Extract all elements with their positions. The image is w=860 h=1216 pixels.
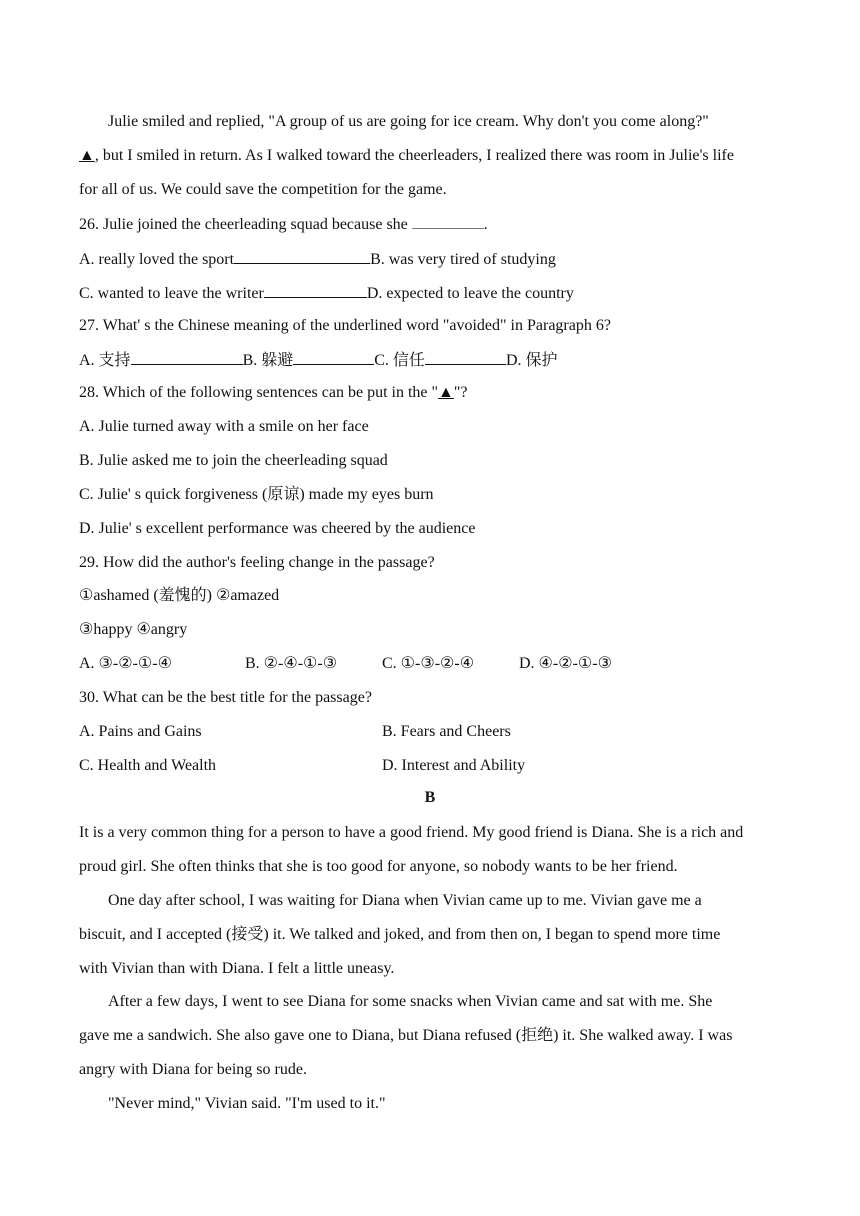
passage-b-line: It is a very common thing for a person to have a good friend. My good friend is Diana. She is a rich and bbox=[79, 824, 744, 841]
question-29-choices-line-2: ③happy ④angry bbox=[79, 621, 188, 638]
question-26-options-row-1 bbox=[79, 248, 556, 270]
option-27-d: D. 保护 bbox=[505, 352, 558, 369]
option-28-a: A. Julie turned away with a smile on her face bbox=[79, 418, 369, 435]
question-26-options-row-2 bbox=[79, 282, 574, 304]
option-underline bbox=[425, 349, 506, 365]
option-27-c: C. 信任 bbox=[374, 352, 425, 369]
triangle-mark: ▲ bbox=[438, 384, 454, 401]
option-26-b: B. was very tired of studying bbox=[370, 251, 556, 268]
option-underline bbox=[234, 248, 370, 264]
option-29-d: D. ④-②-①-③ bbox=[519, 655, 612, 672]
option-29-b: B. ②-④-①-③ bbox=[245, 655, 338, 672]
option-26-d: D. expected to leave the country bbox=[366, 285, 574, 302]
passage-b-line: One day after school, I was waiting for Diana when Vivian came up to me. Vivian gave me a bbox=[108, 892, 702, 909]
question-30-stem: 30. What can be the best title for the passage? bbox=[79, 689, 372, 706]
passage-b-line: biscuit, and I accepted (接受) it. We talked and joked, and from then on, I began to spend more time bbox=[79, 926, 721, 943]
passage-a-line-3: for all of us. We could save the competition for the game. bbox=[79, 181, 447, 198]
option-26-a: A. really loved the sport bbox=[79, 251, 235, 268]
option-29-c: C. ①-③-②-④ bbox=[382, 655, 475, 672]
passage-a-line-2 bbox=[79, 146, 734, 166]
question-29-stem: 29. How did the author's feeling change in the passage? bbox=[79, 554, 435, 571]
passage-a-line-1: Julie smiled and replied, "A group of us are going for ice cream. Why don't you come along?" bbox=[108, 113, 709, 130]
option-29-a: A. ③-②-①-④ bbox=[79, 655, 172, 672]
passage-b-line: proud girl. She often thinks that she is too good for anyone, so nobody wants to be her friend. bbox=[79, 858, 678, 875]
option-27-a: A. 支持 bbox=[79, 352, 131, 369]
question-26-period: . bbox=[483, 216, 488, 233]
option-30-a: A. Pains and Gains bbox=[79, 723, 202, 740]
passage-b-line: "Never mind," Vivian said. "I'm used to it." bbox=[108, 1095, 386, 1112]
option-30-c: C. Health and Wealth bbox=[79, 757, 217, 774]
option-28-b: B. Julie asked me to join the cheerleading squad bbox=[79, 452, 388, 469]
question-26-text: 26. Julie joined the cheerleading squad because she bbox=[79, 216, 408, 233]
question-28-text: 28. Which of the following sentences can be put in the " bbox=[79, 384, 439, 401]
question-28-end: "? bbox=[453, 384, 468, 401]
option-underline bbox=[293, 349, 374, 365]
passage-a-line-2-text: , but I smiled in return. As I walked toward the cheerleaders, I realized there was room in Julie's life bbox=[94, 147, 734, 164]
passage-b-line: After a few days, I went to see Diana for some snacks when Vivian came and sat with me. She bbox=[108, 993, 713, 1010]
option-30-b: B. Fears and Cheers bbox=[382, 723, 511, 740]
passage-b-line: with Vivian than with Diana. I felt a little uneasy. bbox=[79, 960, 395, 977]
option-27-b: B. 躲避 bbox=[242, 352, 294, 369]
passage-b-line: angry with Diana for being so rude. bbox=[79, 1061, 307, 1078]
question-27-stem: 27. What' s the Chinese meaning of the underlined word "avoided" in Paragraph 6? bbox=[79, 317, 611, 334]
passage-b-line: gave me a sandwich. She also gave one to Diana, but Diana refused (拒绝) it. She walked away. I was bbox=[79, 1027, 733, 1044]
option-28-c: C. Julie' s quick forgiveness (原谅) made my eyes burn bbox=[79, 486, 434, 503]
question-28-stem bbox=[79, 383, 468, 403]
option-26-c: C. wanted to leave the writer bbox=[79, 285, 264, 302]
question-27-options bbox=[79, 349, 558, 371]
question-26-stem bbox=[79, 214, 488, 235]
option-30-d: D. Interest and Ability bbox=[382, 757, 526, 774]
answer-blank bbox=[412, 214, 484, 229]
question-29-choices-line-1: ①ashamed (羞愧的) ②amazed bbox=[79, 587, 280, 604]
triangle-blank-mark: ▲ bbox=[79, 147, 95, 164]
option-28-d: D. Julie' s excellent performance was cheered by the audience bbox=[79, 520, 476, 537]
option-underline bbox=[131, 349, 243, 365]
option-underline bbox=[264, 282, 367, 298]
passage-b-heading: B bbox=[424, 789, 436, 806]
